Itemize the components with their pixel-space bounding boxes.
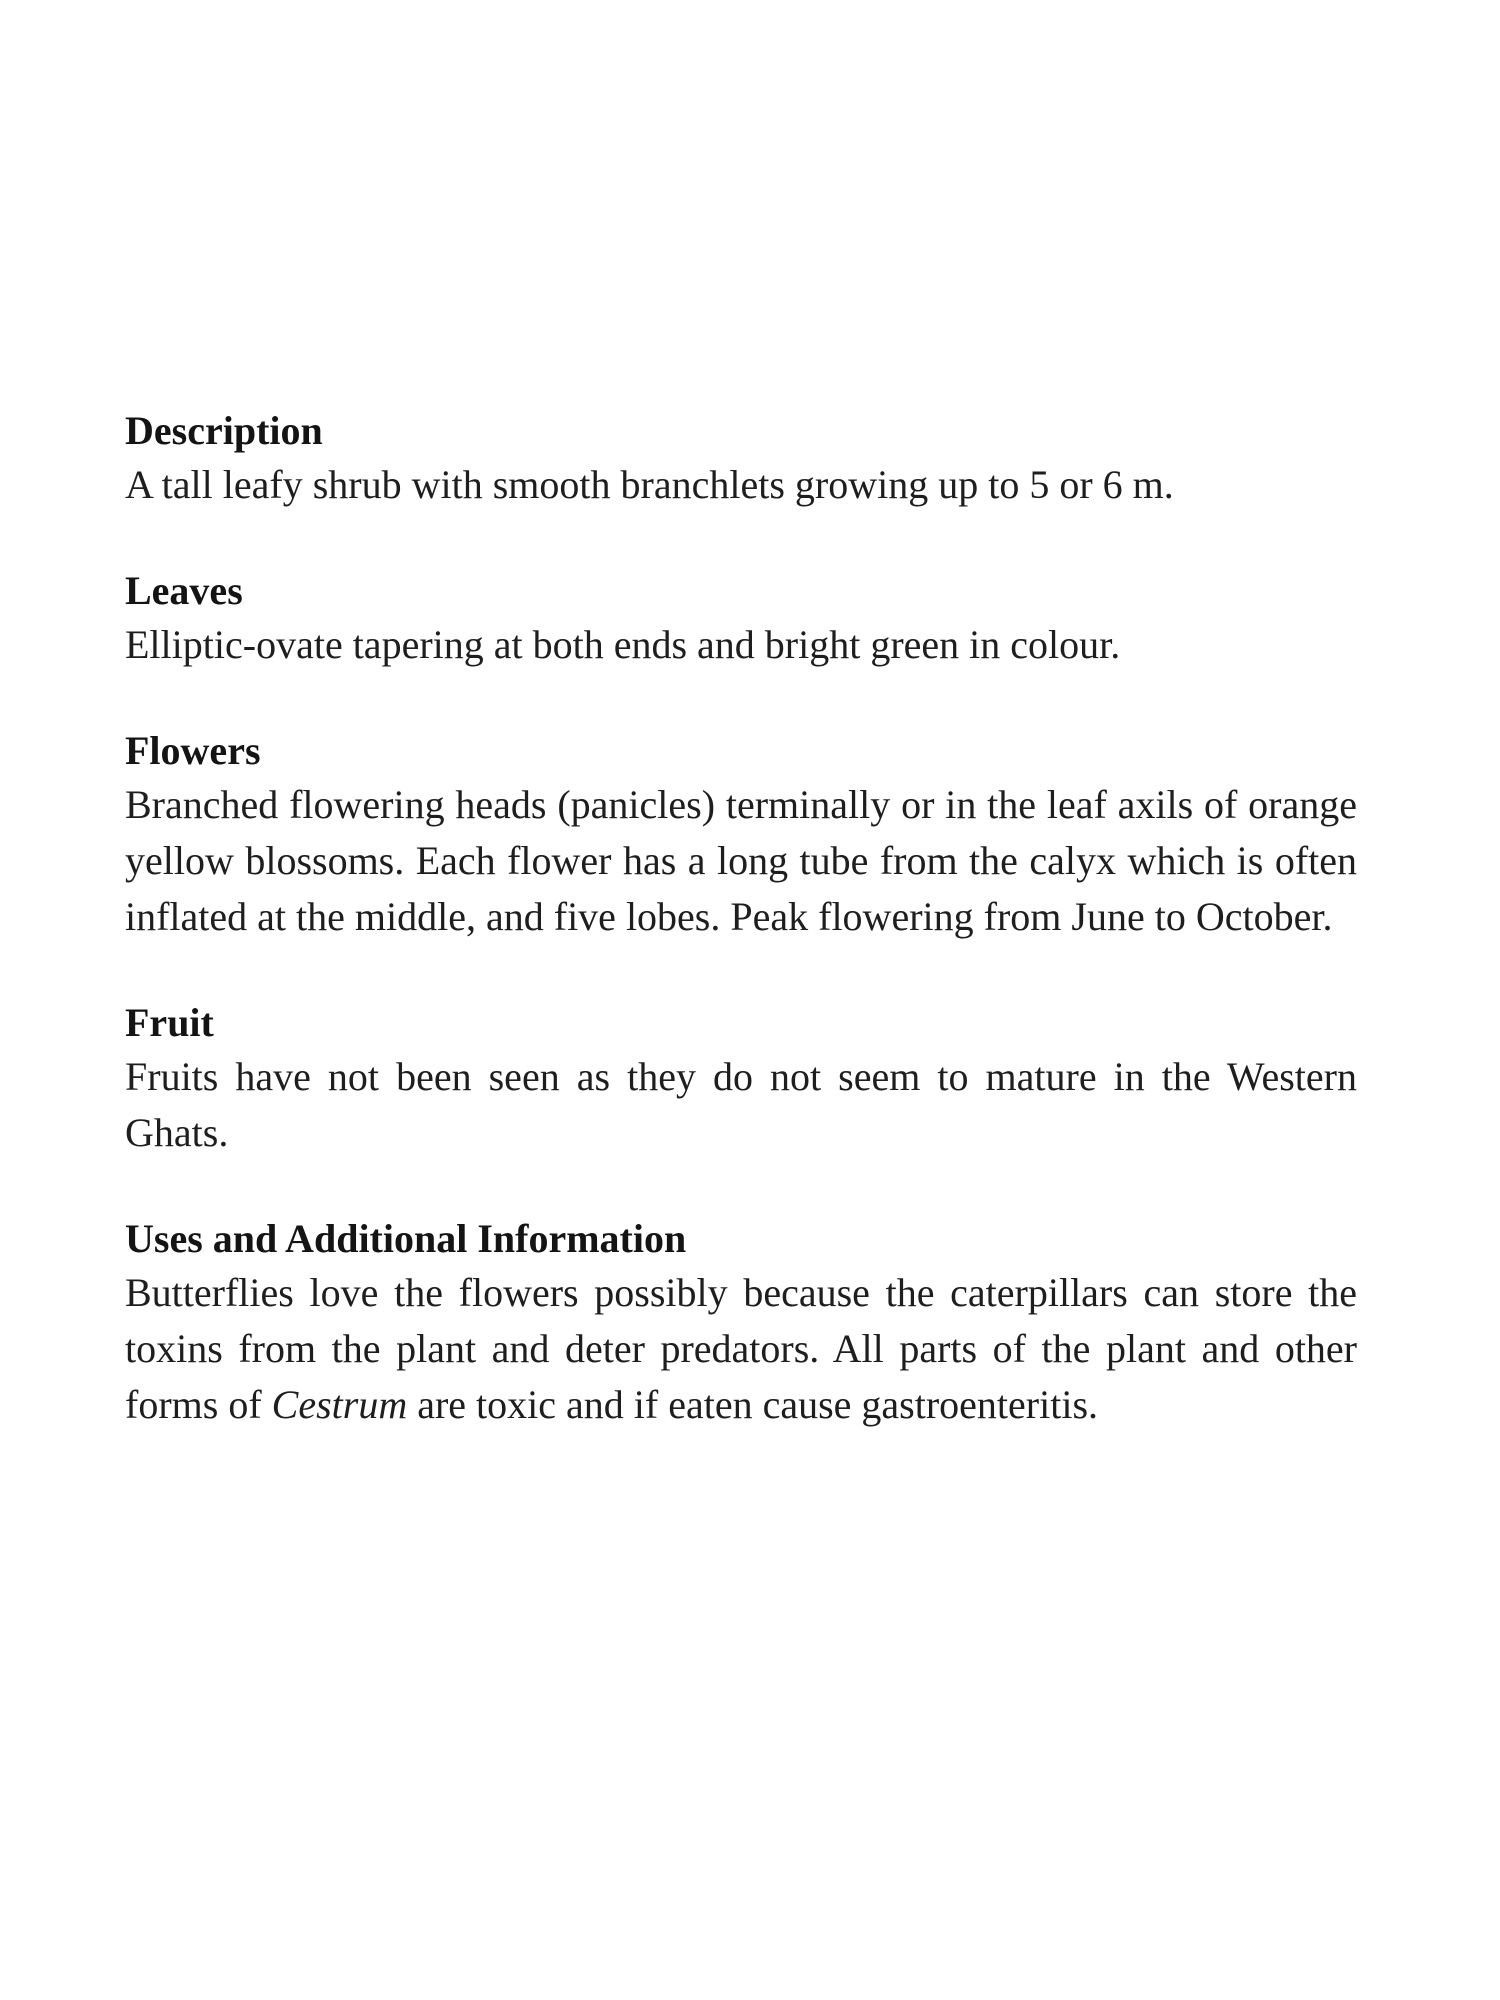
section-leaves	[125, 565, 1357, 673]
section-body-flowers: Branched flowering heads (panicles) terminally or in the leaf axils of orange yellow blossoms. Each flower has a long tube from the calyx which is often inflated at the middle, and five lobes. Peak flowering from June to October.	[125, 782, 1357, 939]
section-description	[125, 405, 1357, 513]
section-uses	[125, 1213, 1357, 1433]
uses-text-part-1: Butterflies love the flowers possibly because the caterpillars can store the toxins from the plant and deter predators. All parts of the plant and other forms of	[125, 1270, 1357, 1427]
section-title-leaves: Leaves	[125, 568, 243, 613]
genus-name-italic: Cestrum	[271, 1382, 408, 1427]
section-title-uses: Uses and Additional Information	[125, 1216, 687, 1261]
section-body-fruit: Fruits have not been seen as they do not seem to mature in the Western Ghats.	[125, 1054, 1357, 1155]
uses-text-part-2: are toxic and if eaten cause gastroenteritis.	[407, 1382, 1099, 1427]
document-page	[125, 405, 1357, 1485]
section-title-description: Description	[125, 408, 323, 453]
section-fruit	[125, 997, 1357, 1161]
section-title-fruit: Fruit	[125, 1000, 214, 1045]
section-flowers	[125, 725, 1357, 945]
section-body-uses	[125, 1265, 1357, 1433]
section-body-description: A tall leafy shrub with smooth branchlets growing up to 5 or 6 m.	[125, 462, 1174, 507]
section-body-leaves: Elliptic-ovate tapering at both ends and bright green in colour.	[125, 622, 1121, 667]
section-title-flowers: Flowers	[125, 728, 261, 773]
